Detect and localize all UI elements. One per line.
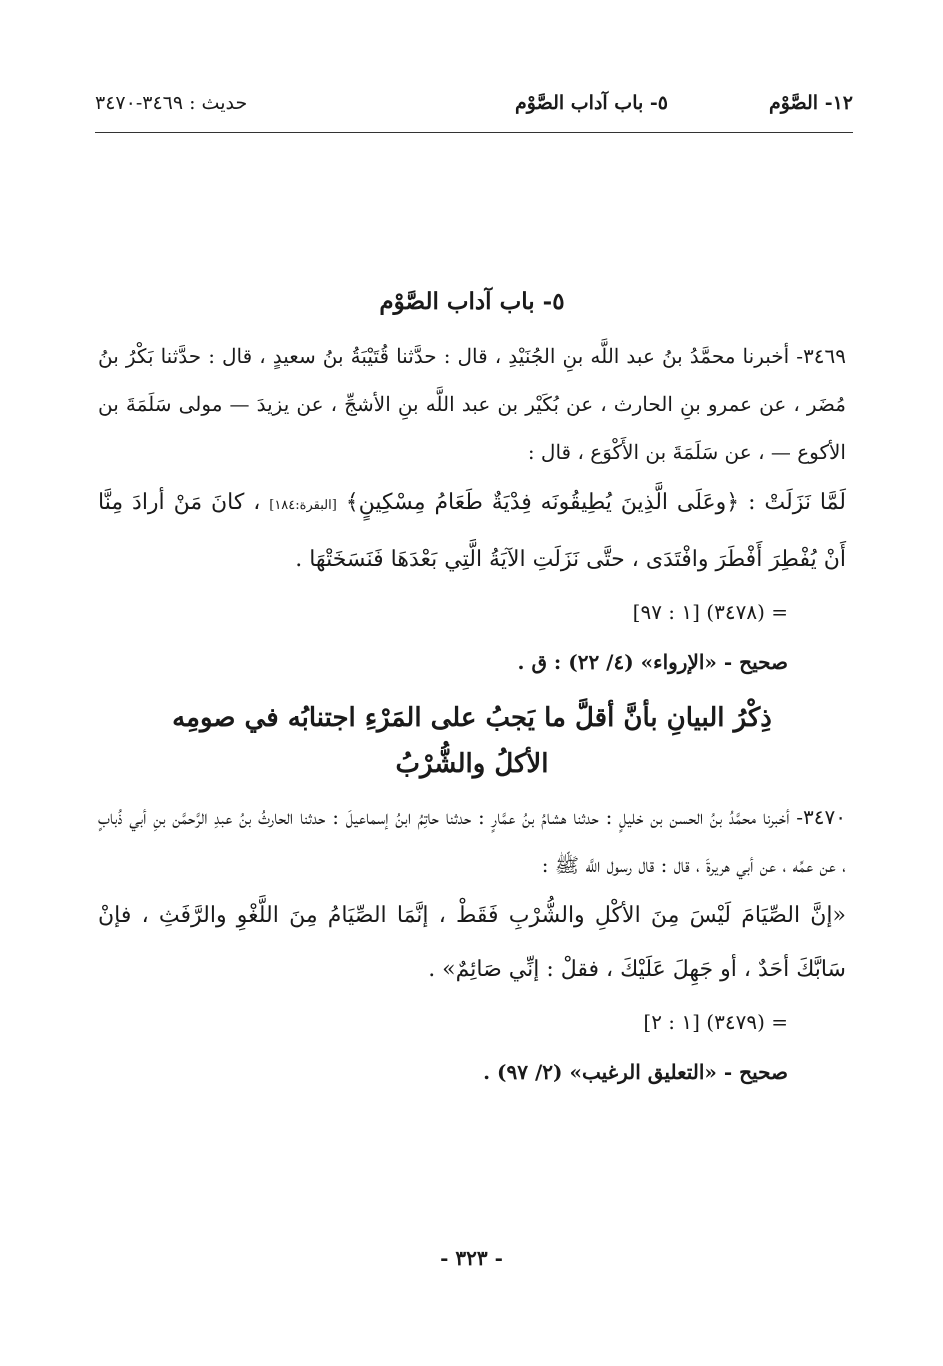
hadith-3469-matn-start: لَمَّا نَزَلَتْ : ﴿وعَلَى الَّذِينَ يُطِيقُونَه فِدْيَةٌ طَعَامُ مِسْكِينٍ﴾: [345, 490, 846, 515]
header-divider: [95, 132, 853, 133]
hadith-3470-grade: [98, 1047, 846, 1097]
hadith-3469-grade-label: صحيح -: [723, 650, 788, 674]
running-header: [95, 92, 853, 122]
hadith-3470-matn: «إنَّ الصِّيَامَ لَيْسَ مِنَ الأكْلِ والشُّرْبِ فَقَطْ ، إنَّمَا الصِّيَامُ مِنَ اللَّغْوِ والرَّفَثِ ، فإنْ سَابَّكَ أحَدٌ ، أو جَهِلَ عَلَيْكَ ، فقلْ : إنِّي صَائِمٌ» .: [98, 903, 846, 982]
zikr-heading-line-2: الأكلُ والشُّرْبُ: [395, 749, 549, 779]
hadith-3469-matn-end: ، كانَ مَنْ أرادَ مِنَّا أَنْ يُفْطِرَ أَفْطَرَ وافْتَدَى ، حتَّى نَزَلَتِ الآيَةُ الَّتِي بَعْدَهَا فَنَسَخَتْهَا .: [98, 490, 846, 572]
zikr-heading: [98, 695, 846, 787]
header-hadith-range: حديث : ٣٤٦٩-٣٤٧٠: [95, 92, 248, 114]
hadith-3470-cross-reference: = (٣٤٧٩) [١ : ٢]: [643, 1010, 788, 1034]
hadith-3470-grade-label: صحيح -: [723, 1060, 788, 1084]
header-chapter-title: ١٢- الصَّوْم: [768, 92, 853, 114]
header-section-title: ٥- باب آداب الصَّوْم: [515, 92, 668, 114]
page-number: - ٣٢٣ -: [440, 1246, 503, 1270]
hadith-3469-matn: [98, 476, 846, 587]
section-title: ٥- باب آداب الصَّوْم: [379, 288, 565, 315]
hadith-3470-grade-source: «التعليق الرغيب» (٢/ ٩٧) .: [483, 1060, 717, 1084]
hadith-3469-isnad: ٣٤٦٩- أخبرنا محمَّدُ بنُ عبد اللَّه بنِ الجُنَيْدِ ، قال : حدَّثنا قُتَيْبَةُ بنُ سعيدٍ ، قال : حدَّثنا بَكْرُ بنُ مُضَر ، عن عمرو بنِ الحارث ، عن بُكَيْر بن عبد اللَّه بنِ الأشجِّ ، عن يزيدَ — مولى سَلَمَةَ بن الأكوع — ، عن سَلَمَةَ بن الأَكْوَع ، قال :: [98, 344, 846, 464]
hadith-3469-grade-source: «الإرواء» (٤/ ٢٢) : ق .: [517, 650, 717, 674]
quran-reference: [البقرة:١٨٤]: [269, 498, 337, 513]
hadith-3469-cross-reference: = (٣٤٧٨) [١ : ٩٧]: [632, 600, 788, 624]
hadith-3470-isnad: ٣٤٧٠- أخبرنا محمَّدُ بنُ الحسن بن خليلٍ : حدثنا هشامُ بنُ عمَّارٍ : حدثنا حاتِمُ ابنُ إسماعيلَ : حدثنا الحارثُ بنُ عبدِ الرَّحمَّن بنِ أبي ذُبابٍ ، عن عمِّه ، عن أبي هريرةَ ، قال : قال رسول اللَّه ﷺ :: [98, 805, 846, 877]
page-content: [98, 276, 846, 1097]
zikr-heading-line-1: ذِكْرُ البيانِ بأنَّ أقلَّ ما يَجبُ على المَرْءِ اجتنابُه في صومِه: [172, 703, 772, 733]
hadith-3469-grade: [98, 637, 846, 687]
